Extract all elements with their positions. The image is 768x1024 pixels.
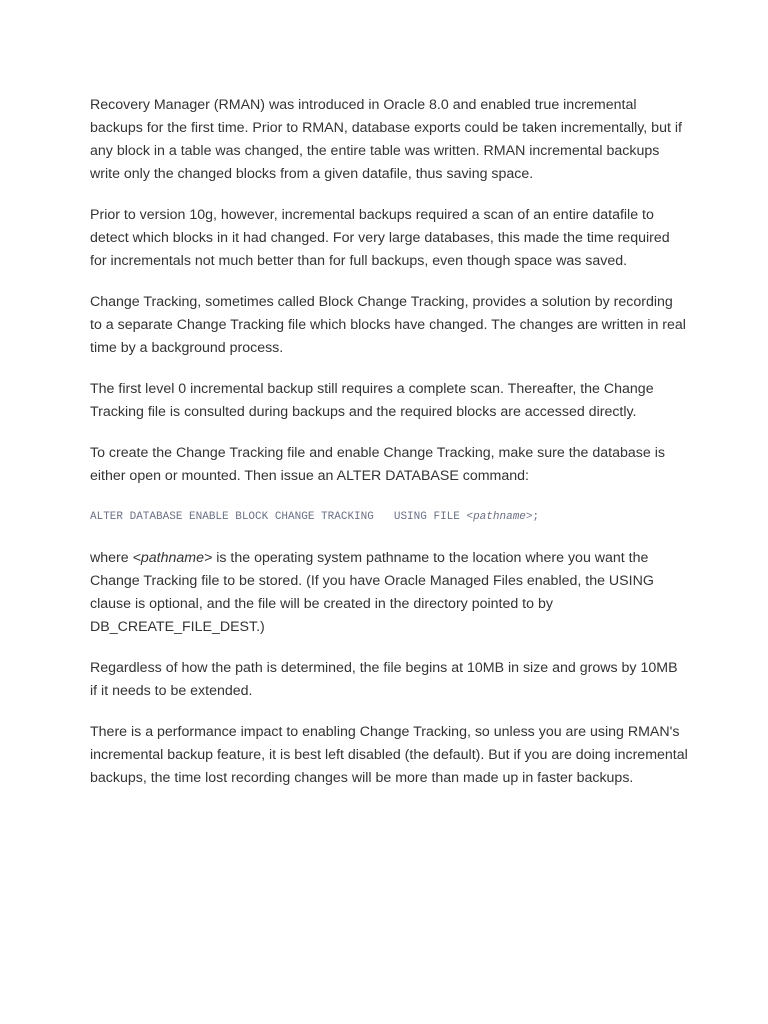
code-pathname-placeholder: <pathname> — [466, 511, 533, 523]
pathname-term: <pathname> — [132, 550, 213, 566]
paragraph-pre-10g: Prior to version 10g, however, incremental backups required a scan of an entire datafile to detect which blocks in it had changed. For very large databases, this made the time required for incrementals not much better than for full backups, even though space was saved. — [90, 207, 670, 269]
code-statement: ALTER DATABASE ENABLE BLOCK CHANGE TRACKING — [90, 511, 374, 523]
paragraph-change-tracking: Change Tracking, sometimes called Block Change Tracking, provides a solution by recording to a separate Change Tracking file which blocks have changed. The changes are written in real time by a background process. — [90, 294, 686, 356]
paragraph-rman-intro: Recovery Manager (RMAN) was introduced in Oracle 8.0 and enabled true incremental backups for the first time. Prior to RMAN, database exports could be taken incrementally, but if any block in a table was changed, the entire table was written. RMAN incremental backups write only the changed blocks from a given datafile, thus saving space. — [90, 97, 682, 182]
paragraph-performance: There is a performance impact to enabling Change Tracking, so unless you are using RMAN's incremental backup feature, it is best left disabled (the default). But if you are doing incremental backups, the time lost recording changes will be more than made up in faster backups. — [90, 724, 688, 786]
paragraph-pathname — [90, 547, 688, 639]
pathname-lead: where — [90, 550, 133, 566]
pathname-rest: is the operating system pathname to the location where you want the Change Tracking file to be stored. (If you have Oracle Managed Files enabled, the USING clause is optional, and the file will be created in the directory pointed to by DB_CREATE_FILE_DEST.) — [90, 550, 654, 635]
code-using-file: USING FILE — [393, 511, 467, 523]
code-terminator: ; — [532, 511, 540, 523]
code-alter-database — [90, 506, 688, 529]
paragraph-level-0: The first level 0 incremental backup still requires a complete scan. Thereafter, the Change Tracking file is consulted during backups and the required blocks are accessed directly. — [90, 381, 654, 420]
paragraph-create-file: To create the Change Tracking file and enable Change Tracking, make sure the database is either open or mounted. Then issue an ALTER DATABASE command: — [90, 445, 665, 484]
paragraph-file-size: Regardless of how the path is determined, the file begins at 10MB in size and grows by 10MB if it needs to be extended. — [90, 660, 678, 699]
